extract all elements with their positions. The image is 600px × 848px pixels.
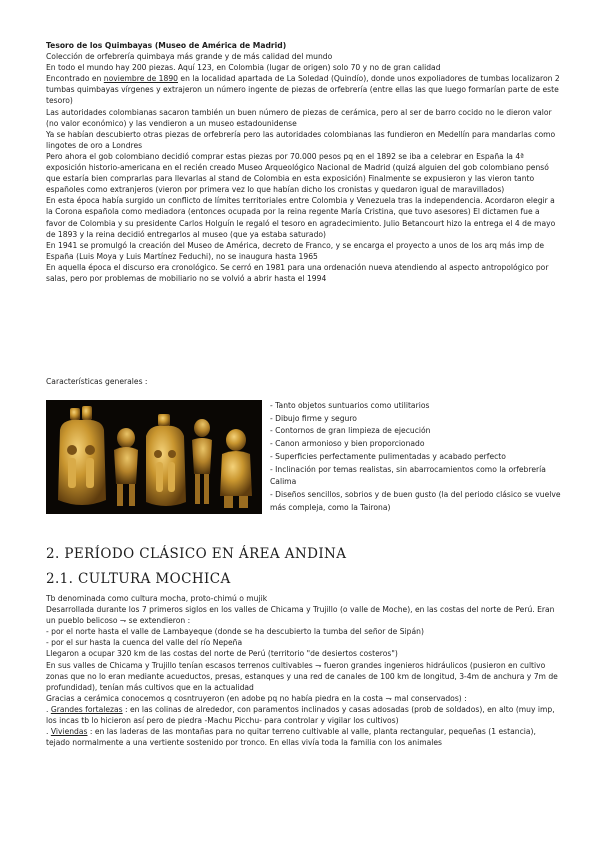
intro-paragraph: En aquella época el discurso era cronológico. Se cerró en 1981 para una ordenación nueva atendiendo al aspecto antropológico por salas, pero por problemas de mobiliario no se volvió a abrir hasta el 1994	[46, 262, 549, 283]
intro-paragraph: En esta época había surgido un conflicto de límites territoriales entre Colombia y Venezuela tras la independencia. Acordaron elegir a la Corona española como mediadora (entonces ocupada por la reina regente María Cristina, que tuvo asesores) El dictamen fue a favor de Colombia y su presidente Carlos Holguín le regaló el tesoro en agradecimiento. Julio Betancourt hizo la entrega el 4 de mayo de 1893 y la reina decidió entregarlos al museo (que ya estaba saturado)	[46, 196, 556, 239]
quimbaya-gold-figures-photo	[46, 400, 262, 514]
mochica-paragraph: En sus valles de Chicama y Trujillo tenían escasos terrenos cultivables ⇁ fueron grandes ingenieros hidráulicos (pusieron en cultivo zonas que no lo eran mediante acueductos, presas, estanques y una red de canales de 100 km de longitud, 3-4m de anchura y 7m de profundidad), tenían más cultivos que en la actualidad	[46, 660, 558, 692]
features-list	[270, 400, 570, 514]
mochica-paragraph: - por el norte hasta el valle de Lambayeque (donde se ha descubierto la tumba del señor de Sipán)	[46, 627, 424, 637]
mochica-paragraph: Desarrollada durante los 7 primeros siglos en los valles de Chicama y Trujillo (o valle de Moche), en las costas del norte de Perú. Eran un pueblo belicoso ⇁ se extendieron :	[46, 605, 555, 626]
intro-paragraph: En 1941 se promulgó la creación del Museo de América, decreto de Franco, y se encarga el proyecto a unos de los arq más imp de España (Luis Moya y Luis Martínez Feduchi), no se inaugura hasta 1965	[46, 240, 545, 261]
mochica-paragraph: Llegaron a ocupar 320 km de las costas del norte de Perú (territorio "de desiertos costeros")	[46, 649, 398, 659]
intro-paragraph	[46, 73, 561, 106]
date-link[interactable]: noviembre de 1890	[103, 74, 179, 84]
intro-paragraph: Pero ahora el gob colombiano decidió comprar estas piezas por 70.000 pesos pq en el 1892 se iba a celebrar en España la 4ª exposición historio-americana en el recién creado Museo Arqueológico Nacional de Madrid (quizá alguien del gob colombiano pensó que estaría bien comprarlas para llevarlas al stand de Colombia en esta exposición) Finalmente se expusieron y las vieron tanto españoles como extranjeros (vieron por primera vez lo que habían dicho los cronistas y quedaron igual de maravillados)	[46, 151, 549, 195]
mochica-paragraph: Tb denominada como cultura mocha, proto-chimú o mujik	[46, 594, 268, 603]
list-item: - Superficies perfectamente pulimentadas y acabado perfecto	[270, 451, 506, 461]
term-fortalezas: Grandes fortalezas	[50, 704, 123, 714]
mochica-section	[46, 593, 561, 748]
intro-paragraph: En todo el mundo hay 200 piezas. Aquí 123, en Colombia (lugar de origen) solo 70 y no de gran calidad	[46, 63, 441, 73]
mochica-paragraph: - por el sur hasta la cuenca del valle del río Nepeña	[46, 638, 243, 648]
term-viviendas: Viviendas	[50, 727, 88, 737]
intro-text: en la localidad apartada de La Soledad (Quindío), donde unos expoliadores de tumbas localizaron 2 tumbas quimbayas vírgenes y extrajeron un número ingente de piezas de orfebrería (entre ellas las que luego formarían parte de este tesoro)	[46, 74, 560, 106]
intro-text: Encontrado en	[46, 74, 104, 84]
intro-paragraph: Ya se habían descubierto otras piezas de orfebrería pero las autoridades colombianas las fundieron en Medellín para mandarlas como lingotes de oro a Londres	[46, 129, 556, 150]
features-heading: Características generales :	[46, 377, 148, 386]
mochica-text: : en las laderas de las montañas para no quitar terreno cultivable al valle, planta rectangular, pequeñas (1 estancia), tejado normalmente a una vertiente sostenido por tronco. En ellas vivía toda la familia con los animales	[46, 727, 536, 748]
section-heading: 2. PERÍODO CLÁSICO EN ÁREA ANDINA	[46, 546, 347, 562]
intro-title: Tesoro de los Quimbayas (Museo de América de Madrid)	[46, 41, 287, 50]
mochica-text: : en las colinas de alrededor, con paramentos inclinados y casas adosadas (prob de soldados), en alto (muy imp, los incas tb lo hicieron así pero de piedra -Machu Picchu- para controlar y vigilar los cultivos)	[46, 704, 555, 726]
mochica-paragraph	[46, 704, 561, 726]
list-item: - Canon armonioso y bien proporcionado	[270, 439, 425, 449]
intro-paragraph: Las autoridades colombianas sacaron también un buen número de piezas de cerámica, pero al ser de barro cocido no le dieron valor (no valor económico) y las vendieron a un museo estadounidense	[46, 107, 552, 128]
list-item: - Dibujo firme y seguro	[270, 413, 357, 423]
bullet-text: .	[46, 727, 51, 737]
bullet-text: .	[46, 704, 51, 714]
intro-paragraph: Colección de orfebrería quimbaya más grande y de más calidad del mundo	[46, 52, 333, 62]
list-item: - Tanto objetos suntuarios como utilitarios	[270, 401, 430, 410]
mochica-paragraph	[46, 726, 561, 748]
list-item: - Diseños sencillos, sobrios y de buen gusto (la del periodo clásico se vuelve más compleja, como la Tairona)	[270, 489, 561, 512]
list-item: - Inclinación por temas realistas, sin abarrocamientos como la orfebrería Calima	[270, 464, 546, 487]
subsection-heading: 2.1. CULTURA MOCHICA	[46, 571, 231, 587]
intro-section	[46, 40, 561, 284]
list-item: - Contornos de gran limpieza de ejecución	[270, 426, 431, 436]
mochica-paragraph: Gracias a cerámica conocemos q cosntruyeron (en adobe pq no había piedra en la costa ⇁ mal conservados) :	[46, 693, 467, 703]
